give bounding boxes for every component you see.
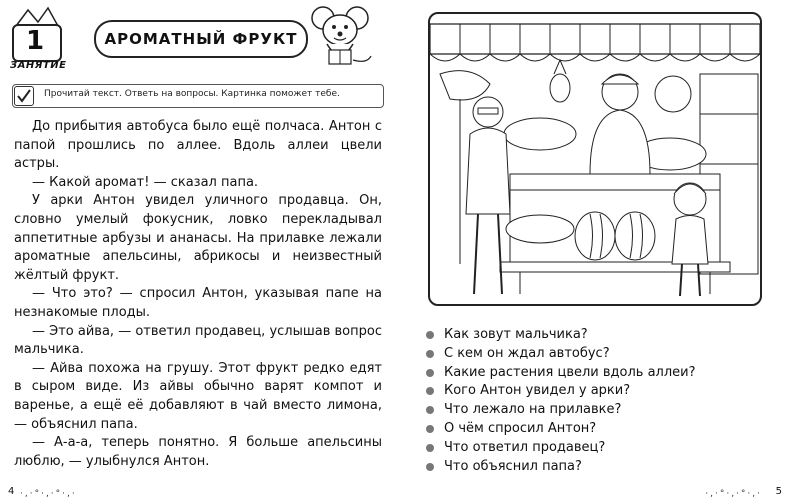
right-page [396, 0, 792, 503]
question-item: Кого Антон увидел у арки? [424, 382, 764, 401]
question-item: Что ответил продавец? [424, 439, 764, 458]
page-number-right: 5 [775, 486, 782, 497]
question-item: Что объяснил папа? [424, 458, 764, 477]
questions-list [424, 326, 764, 476]
story-paragraph: — Это айва, — ответил продавец, услышав вопрос мальчика. [14, 323, 382, 358]
fruit-stand-illustration [428, 12, 762, 306]
story-text [14, 118, 382, 471]
lesson-number: 1 [25, 26, 45, 56]
question-item: Какие растения цвели вдоль аллеи? [424, 364, 764, 383]
question-item: С кем он ждал автобус? [424, 345, 764, 364]
question-item: Как зовут мальчика? [424, 326, 764, 345]
footer-decoration: ·,·°·,·°·,· [20, 489, 77, 499]
story-paragraph: — Какой аромат! — сказал папа. [32, 174, 259, 190]
question-item: О чём спросил Антон? [424, 420, 764, 439]
checkmark-icon [14, 86, 34, 106]
story-paragraph: До прибытия автобуса было ещё полчаса. Антон с папой прошлись по аллее. Вдоль аллеи цвели астры. [14, 119, 382, 172]
page-number-left: 4 [8, 486, 15, 497]
page-title: АРОМАТНЫЙ ФРУКТ [94, 20, 308, 58]
story-paragraph: У арки Антон увидел уличного продавца. Он, словно умелый фокусник, ловко перекладывал аппетитные арбузы и ананасы. На прилавке лежали ароматные апельсины, абрикосы и неизвестный жёлтый фрукт. [14, 193, 382, 283]
footer-decoration: ·,·°·,·°·,· [705, 489, 762, 499]
lesson-badge [8, 6, 70, 71]
story-paragraph: — Что это? — спросил Антон, указывая папе на незнакомые плоды. [14, 286, 382, 320]
story-paragraph: — Айва похожа на грушу. Этот фрукт редко едят в сыром виде. Из айвы обычно варят компот и варенье, а ещё её добавляют в чай вместо лимона, — объяснил папа. [14, 360, 382, 432]
question-item: Что лежало на прилавке? [424, 401, 764, 420]
mouse-mascot-icon [305, 4, 375, 70]
story-paragraph: — А-а-а, теперь понятно. Я больше апельсины люблю, — улыбнулся Антон. [14, 435, 382, 469]
instruction-text: Прочитай текст. Ответь на вопросы. Картинка поможет тебе. [44, 89, 340, 99]
lesson-word: ЗАНЯТИЕ [10, 60, 67, 71]
